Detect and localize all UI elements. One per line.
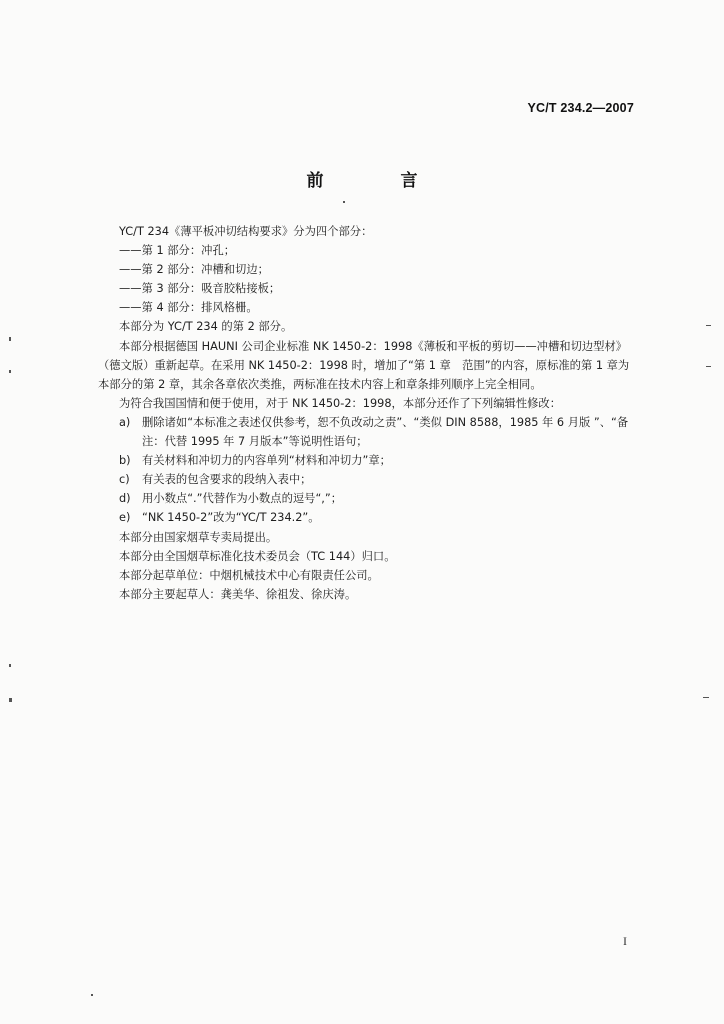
modification-item-c (98, 470, 640, 489)
part-list-item-4: ——第 4 部分：排风格栅。 (119, 301, 258, 315)
origin-paragraph: 本部分根据德国 HAUNI 公司企业标准 NK 1450-2：1998《薄板和平板的剪切——冲槽和切边型材》（德文版）重新起草。在采用 NK 1450-2：1998 时，增加了“第 1 章 范围”的内容，原标准的第 1 章为本部分的第 2 章，其余各章依次类推，两标准在技术内容上和章条排列顺序上完全相同。 (98, 339, 630, 391)
scan-speck (9, 698, 12, 702)
standard-code: YC/T 234.2—2007 (527, 101, 634, 115)
scan-speck (706, 325, 711, 326)
page-title: 前 言 (306, 171, 448, 191)
page-number: I (623, 934, 627, 948)
item-text: “NK 1450-2”改为“YC/T 234.2”。 (142, 511, 320, 525)
proposer-paragraph: 本部分由国家烟草专卖局提出。 (119, 530, 278, 544)
item-marker: a) (119, 415, 131, 429)
modification-item-e (98, 508, 640, 527)
part-list-item-1: ——第 1 部分：冲孔； (119, 244, 236, 258)
scan-speck (9, 337, 11, 341)
item-text: 有关表的包含要求的段纳入表中； (142, 473, 312, 487)
item-marker: c) (119, 473, 130, 487)
intro-paragraph: YC/T 234《薄平板冲切结构要求》分为四个部分： (119, 225, 373, 238)
modification-item-b (98, 451, 640, 470)
drafters-paragraph: 本部分主要起草人：龚美华、徐祖发、徐庆涛。 (119, 587, 357, 601)
part-statement: 本部分为 YC/T 234 的第 2 部分。 (119, 320, 293, 334)
scan-speck (706, 366, 711, 367)
scan-speck (9, 664, 11, 667)
scan-speck (343, 201, 345, 203)
item-text: 有关材料和冲切力的内容单列“材料和冲切力”章； (142, 454, 391, 468)
item-marker: b) (119, 454, 131, 468)
part-list-item-3: ——第 3 部分：吸音胶粘接板； (119, 282, 281, 296)
administration-paragraph: 本部分由全国烟草标准化技术委员会（TC 144）归口。 (119, 549, 396, 563)
modifications-intro: 为符合我国国情和便于使用，对于 NK 1450-2：1998，本部分还作了下列编辑性修改： (119, 396, 562, 410)
part-list-item-2: ——第 2 部分：冲槽和切边； (119, 263, 269, 277)
item-text: 删除诸如“本标准之表述仅供参考，恕不负改动之责”、“类似 DIN 8588，1985 年 6 月版 ”、“备注：代替 1995 年 7 月版本”等说明性语句； (142, 415, 629, 449)
modification-item-d (98, 489, 640, 508)
item-marker: e) (119, 511, 131, 525)
document-body (98, 222, 640, 604)
item-marker: d) (119, 492, 131, 506)
scan-speck (9, 370, 11, 373)
drafting-unit-paragraph: 本部分起草单位：中烟机械技术中心有限责任公司。 (119, 568, 379, 582)
modification-item-a (98, 413, 640, 451)
scan-speck (703, 697, 709, 698)
scan-speck (91, 994, 93, 996)
item-text: 用小数点“.”代替作为小数点的逗号“,”； (142, 492, 343, 506)
